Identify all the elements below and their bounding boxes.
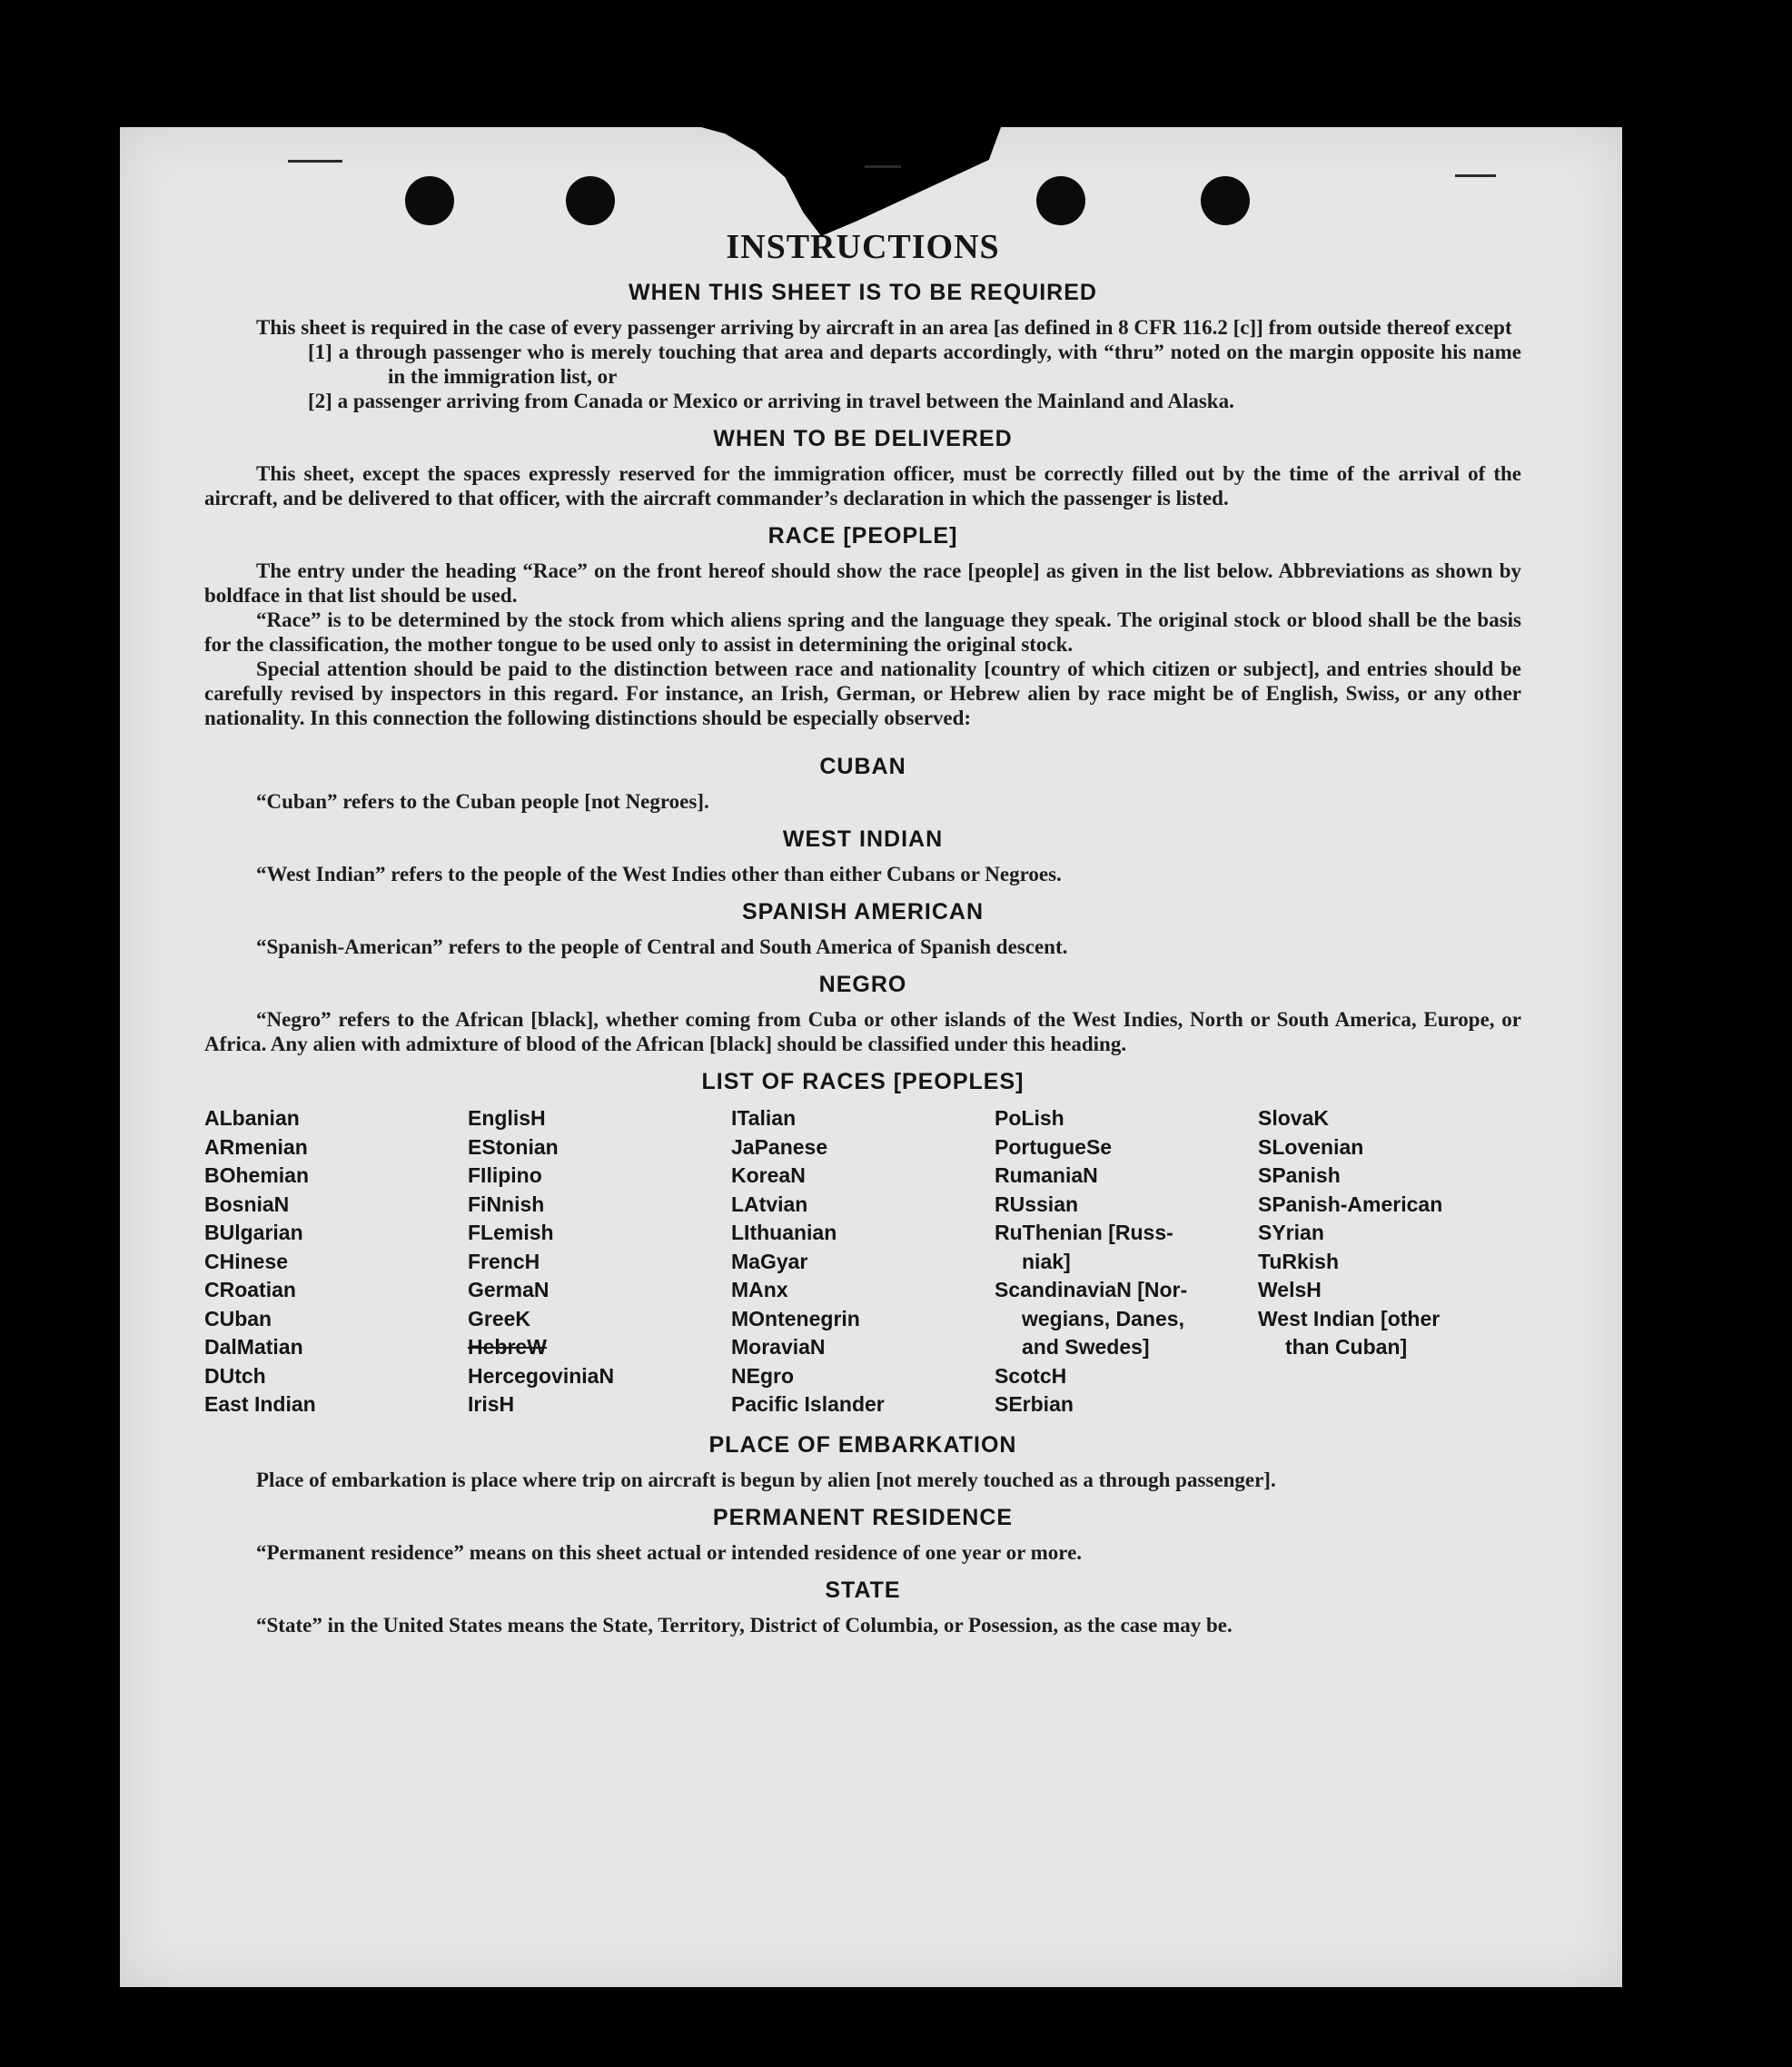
race-paragraph-1: The entry under the heading “Race” on the front hereof should show the race [people] as given in the list below. Abbreviations as shown by boldface in that list should be used. [204, 559, 1521, 607]
race-entry: SErbian [995, 1392, 1074, 1416]
race-list [204, 1104, 1521, 1419]
race-entry: SPanish [1258, 1163, 1341, 1187]
required-item-1: [1] a through passenger who is merely touching that area and departs accordingly, with “thru” noted on the margin opposite his name in the immigration list, or [308, 341, 1521, 388]
residence-text: “Permanent residence” means on this sheet actual or intended residence of one year or more. [256, 1540, 1083, 1564]
race-entry: RUssian [995, 1192, 1079, 1216]
race-entry: FIlipino [468, 1163, 542, 1187]
race-entry: GreeK [468, 1306, 531, 1330]
race-entry: PortugueSe [995, 1134, 1113, 1159]
race-entry: MoraviaN [731, 1335, 826, 1359]
race-column-4 [995, 1104, 1258, 1419]
race-entry: MaGyar [731, 1249, 808, 1273]
ink-mark [288, 160, 342, 163]
embarkation-text: Place of embarkation is place where trip on aircraft is begun by alien [not merely touched as a through passenger]. [256, 1468, 1276, 1491]
race-entry: KoreaN [731, 1163, 806, 1187]
race-entry: LIthuanian [731, 1221, 837, 1244]
required-item-2: [2] a passenger arriving from Canada or Mexico or arriving in travel between the Mainland and Alaska. [308, 390, 1234, 412]
race-entry: SlovaK [1258, 1106, 1329, 1130]
race-column-3 [731, 1104, 995, 1419]
section-heading-west-indian: WEST INDIAN [782, 826, 944, 852]
race-entry: GermaN [468, 1278, 549, 1301]
race-entry: RumaniaN [995, 1163, 1098, 1187]
punch-hole [1201, 176, 1250, 225]
section-heading-negro: NEGRO [818, 972, 907, 997]
race-entry: CRoatian [204, 1278, 296, 1301]
race-entry: SPanish-American [1258, 1192, 1443, 1216]
race-entry: East Indian [204, 1392, 316, 1416]
race-entry: BUlgarian [204, 1221, 303, 1244]
state-text: “State” in the United States means the State, Territory, District of Columbia, or Posession, as the case may be. [256, 1613, 1233, 1637]
race-entry: WelsH [1258, 1278, 1322, 1301]
negro-text: “Negro” refers to the African [black], whether coming from Cuba or other islands of the West Indies, North or South America, Europe, or Africa. Any alien with admixture of blood of the African [black] should be classified under this heading. [204, 1008, 1521, 1055]
section-heading-list-of-races: LIST OF RACES [PEOPLES] [701, 1069, 1025, 1094]
race-entry: ScotcH [995, 1363, 1067, 1388]
race-entry: BOhemian [204, 1163, 310, 1187]
race-entry: CUban [204, 1306, 272, 1330]
delivered-text: This sheet, except the spaces expressly reserved for the immigration officer, must be correctly filled out by the time of the arrival of the aircraft, and be delivered to that officer, with the aircraft commander’s declaration in which the passenger is listed. [204, 462, 1521, 509]
race-entry: SYrian [1258, 1221, 1324, 1244]
instructions-body [204, 227, 1521, 1637]
race-column-1 [204, 1104, 468, 1419]
torn-edge [701, 127, 1001, 236]
race-paragraph-3: Special attention should be paid to the distinction between race and nationality [country of which citizen or subject], and entries should be carefully revised by inspectors in this regard. For instance, an Irish, German, or Hebrew alien by race might be of English, Swiss, or any other nationality. In this connection the following distinctions should be especially observed: [204, 658, 1521, 729]
race-entry: SLovenian [1258, 1134, 1364, 1159]
race-column-5 [1258, 1104, 1521, 1419]
section-heading-state: STATE [825, 1577, 901, 1603]
race-entry: ALbanian [204, 1106, 300, 1130]
race-entry: PoLish [995, 1106, 1064, 1130]
race-entry: ITalian [731, 1106, 797, 1130]
spanish-american-text: “Spanish-American” refers to the people of Central and South America of Spanish descent. [256, 935, 1068, 958]
document-sheet [120, 127, 1622, 1987]
race-entry: CHinese [204, 1249, 289, 1273]
race-entry: LAtvian [731, 1192, 808, 1216]
section-heading-embarkation: PLACE OF EMBARKATION [708, 1431, 1017, 1458]
punch-hole [566, 176, 615, 225]
race-entry: BosniaN [204, 1192, 290, 1216]
race-entry: MOntenegrin [731, 1306, 860, 1330]
race-entry: FiNnish [468, 1192, 545, 1216]
section-heading-spanish-american: SPANISH AMERICAN [741, 899, 984, 925]
race-entry: and Swedes] [1022, 1335, 1150, 1359]
cuban-text: “Cuban” refers to the Cuban people [not Negroes]. [256, 790, 709, 813]
ink-mark [1455, 174, 1496, 177]
race-entry: Pacific Islander [731, 1392, 885, 1416]
race-entry: than Cuban] [1285, 1335, 1408, 1359]
race-entry: DalMatian [204, 1335, 303, 1359]
race-entry: HercegoviniaN [468, 1363, 615, 1388]
page-title: INSTRUCTIONS [726, 228, 1000, 266]
race-entry: EnglisH [468, 1106, 546, 1130]
race-entry: JaPanese [731, 1134, 828, 1159]
race-entry: FLemish [468, 1221, 554, 1244]
ink-mark [865, 165, 901, 168]
race-entry: NEgro [731, 1363, 794, 1388]
section-heading-required: WHEN THIS SHEET IS TO BE REQUIRED [629, 280, 1097, 305]
race-entry: IrisH [468, 1392, 515, 1416]
race-entry: MAnx [731, 1278, 788, 1301]
section-heading-cuban: CUBAN [819, 754, 906, 779]
race-entry: RuThenian [Russ- [995, 1221, 1173, 1244]
race-entry: niak] [1022, 1249, 1071, 1273]
section-heading-delivered: WHEN TO BE DELIVERED [713, 426, 1013, 451]
race-entry: ScandinaviaN [Nor- [995, 1278, 1188, 1301]
race-entry: wegians, Danes, [1022, 1306, 1184, 1330]
race-entry: DUtch [204, 1363, 266, 1388]
race-entry: ARmenian [204, 1134, 308, 1159]
section-heading-race: RACE [PEOPLE] [767, 523, 958, 549]
race-entry: TuRkish [1258, 1249, 1340, 1273]
race-entry: EStonian [468, 1134, 559, 1159]
race-paragraph-2: “Race” is to be determined by the stock from which aliens spring and the language they speak. The original stock or blood shall be the basis for the classification, the mother tongue to be used only to assist in determining the original stock. [204, 608, 1521, 656]
punch-hole [1036, 176, 1085, 225]
race-column-2 [468, 1104, 731, 1419]
required-intro: This sheet is required in the case of every passenger arriving by aircraft in an area [as defined in 8 CFR 116.2 [c]] from outside thereof except [256, 316, 1512, 339]
section-heading-residence: PERMANENT RESIDENCE [712, 1504, 1014, 1530]
race-entry: FrencH [468, 1249, 540, 1273]
west-indian-text: “West Indian” refers to the people of the West Indies other than either Cubans or Negroes. [256, 863, 1062, 885]
punch-hole [405, 176, 454, 225]
race-entry: West Indian [other [1258, 1306, 1441, 1330]
race-entry-struck: HebreW [468, 1335, 547, 1359]
